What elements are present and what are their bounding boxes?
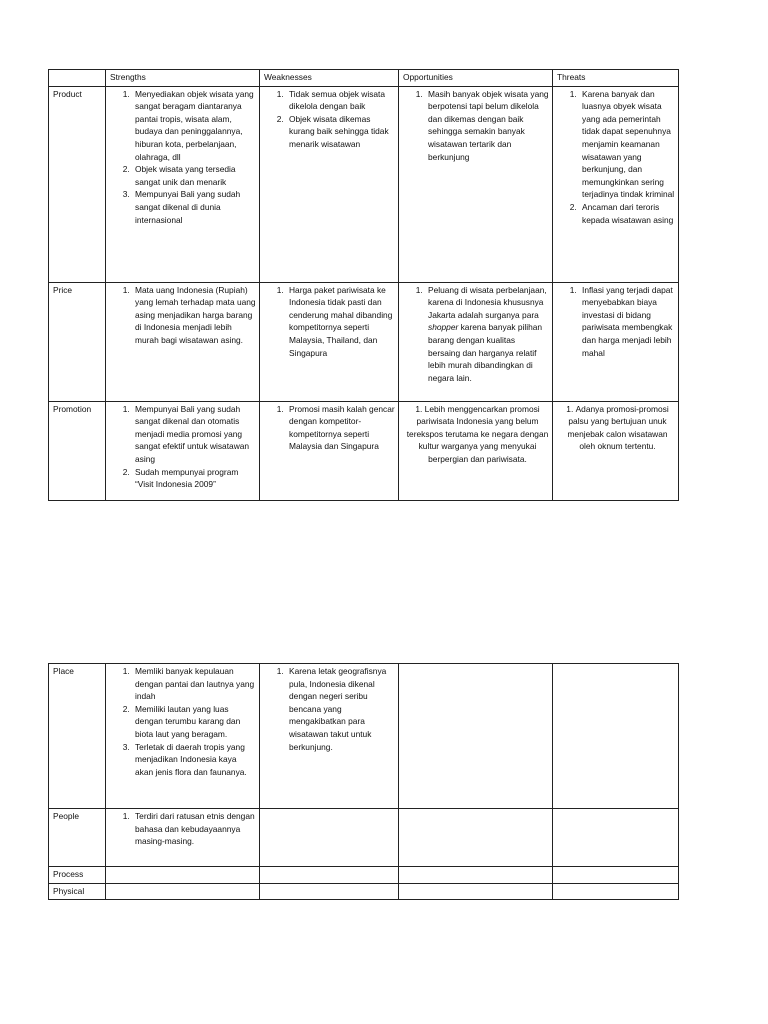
list-item: 1. Harga paket pariwisata ke Indonesia tidak pasti dan cenderung mahal dibanding kompetitornya seperti Malaysia, Thailand, dan Singapura (286, 284, 395, 360)
opportunities-cell (399, 282, 553, 401)
strengths-cell (106, 809, 260, 867)
row-place (49, 664, 679, 809)
weaknesses-cell (260, 867, 399, 884)
row-label: Promotion (49, 401, 106, 500)
strengths-cell (106, 86, 260, 282)
threats-cell (553, 664, 679, 809)
row-product (49, 86, 679, 282)
list-item: 1. Promosi masih kalah gencar dengan kompetitor-kompetitornya seperti Malaysia dan Singapura (286, 403, 395, 453)
header-weaknesses: Weaknesses (260, 70, 399, 87)
list-item: 3. Terletak di daerah tropis yang menjadikan Indonesia kaya akan jenis flora dan faunanya. (132, 741, 256, 779)
threats-cell (553, 883, 679, 900)
list-item: 2. Memiliki lautan yang luas dengan terumbu karang dan biota laut yang beragam. (132, 703, 256, 741)
list-item: 1. Karena banyak dan luasnya obyek wisata yang ada pemerintah tidak dapat sepenuhnya menjamin keamanan wisatawan yang berkunjung, dan memungkinkan sering terjadinya tindak kriminal (579, 88, 675, 201)
header-row (49, 70, 679, 87)
row-label: Physical (49, 883, 106, 900)
list-item: 2. Objek wisata dikemas kurang baik sehingga tidak menarik wisatawan (286, 113, 395, 151)
header-threats: Threats (553, 70, 679, 87)
list-item: 2. Ancaman dari teroris kepada wisatawan asing (579, 201, 675, 226)
list-item: 1. Peluang di wisata perbelanjaan, karena di Indonesia khususnya Jakarta adalah surganya para shopper karena banyak pilihan barang dengan kualitas bersaing dan harganya relatif lebih murah dibandingkan di negara lain. (425, 284, 549, 385)
threats-cell (553, 867, 679, 884)
opportunities-cell (399, 809, 553, 867)
strengths-cell (106, 867, 260, 884)
swot-table-top (48, 69, 679, 501)
list-item: 1. Memliki banyak kepulauan dengan pantai dan lautnya yang indah (132, 665, 256, 703)
row-process (49, 867, 679, 884)
header-strengths: Strengths (106, 70, 260, 87)
opportunities-cell (399, 86, 553, 282)
header-opportunities: Opportunities (399, 70, 553, 87)
row-price (49, 282, 679, 401)
row-promotion (49, 401, 679, 500)
row-label: Place (49, 664, 106, 809)
weaknesses-cell (260, 401, 399, 500)
list-item: 1. Menyediakan objek wisata yang sangat beragam diantaranya pantai tropis, wisata alam, budaya dan peninggalannya, hiburan kota, perbelanjaan, olahraga, dll (132, 88, 256, 164)
list-item: 1. Masih banyak objek wisata yang berpotensi tapi belum dikelola dan dikemas dengan baik sehingga semakin banyak wisatawan tertarik dan berkunjung (425, 88, 549, 164)
weaknesses-cell (260, 86, 399, 282)
opportunities-cell (399, 664, 553, 809)
weaknesses-cell (260, 664, 399, 809)
strengths-cell (106, 282, 260, 401)
row-label: People (49, 809, 106, 867)
opportunities-cell (399, 883, 553, 900)
strengths-cell (106, 883, 260, 900)
strengths-cell (106, 664, 260, 809)
strengths-cell (106, 401, 260, 500)
list-item: 1. Tidak semua objek wisata dikelola dengan baik (286, 88, 395, 113)
list-item: 2. Sudah mempunyai program “Visit Indonesia 2009” (132, 466, 256, 491)
opportunities-cell (399, 401, 553, 500)
header-corner (49, 70, 106, 87)
list-item: 3. Mempunyai Bali yang sudah sangat dikenal di dunia internasional (132, 188, 256, 226)
threats-cell (553, 401, 679, 500)
threats-cell (553, 86, 679, 282)
swot-table-bottom (48, 663, 679, 900)
list-item: 1. Adanya promosi-promosi palsu yang bertujuan unuk menjebak calon wisatawan oleh oknum tertentu. (557, 403, 675, 453)
list-item: 1. Mata uang Indonesia (Rupiah) yang lemah terhadap mata uang asing menjadikan harga barang di Indonesia menjadi lebih murah bagi wisatawan asing. (132, 284, 256, 347)
list-item: 1. Karena letak geografisnya pula, Indonesia dikenal dengan negeri seribu bencana yang mengakibatkan para wisatawan takut untuk berkunjung. (286, 665, 395, 753)
row-physical (49, 883, 679, 900)
row-label: Product (49, 86, 106, 282)
weaknesses-cell (260, 809, 399, 867)
weaknesses-cell (260, 883, 399, 900)
threats-cell (553, 282, 679, 401)
row-people (49, 809, 679, 867)
list-item: 1. Lebih menggencarkan promosi pariwisata Indonesia yang belum terekspos terutama ke negara dengan kultur warganya yang menyukai berpergian dan pariwisata. (403, 403, 549, 466)
row-label: Price (49, 282, 106, 401)
list-item: 1. Terdiri dari ratusan etnis dengan bahasa dan kebudayaannya masing-masing. (132, 810, 256, 848)
threats-cell (553, 809, 679, 867)
list-item: 2. Objek wisata yang tersedia sangat unik dan menarik (132, 163, 256, 188)
list-item: 1. Inflasi yang terjadi dapat menyebabkan biaya investasi di bidang pariwisata membengkak dan harga menjadi lebih mahal (579, 284, 675, 360)
list-item: 1. Mempunyai Bali yang sudah sangat dikenal dan otomatis menjadi media promosi yang sangat efektif untuk wisatawan asing (132, 403, 256, 466)
opportunities-cell (399, 867, 553, 884)
weaknesses-cell (260, 282, 399, 401)
row-label: Process (49, 867, 106, 884)
